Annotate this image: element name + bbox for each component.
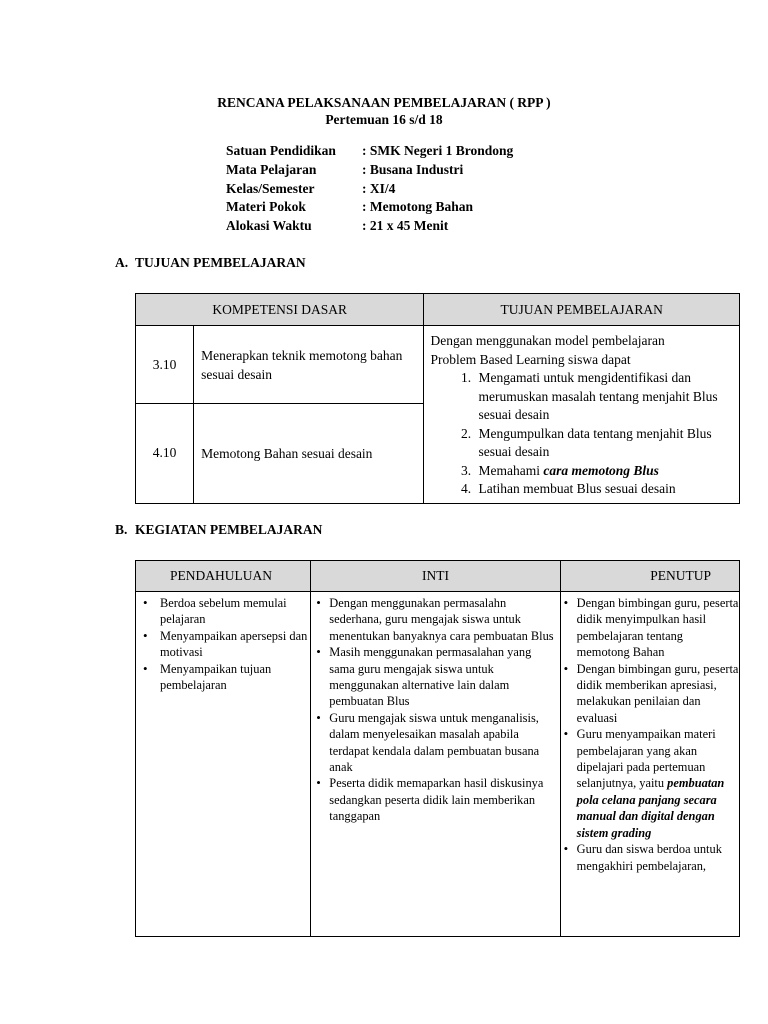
rpp-title: RENCANA PELAKSANAAN PEMBELAJARAN ( RPP ): [217, 95, 551, 110]
meeting-subtitle: Pertemuan 16 s/d 18: [325, 112, 443, 127]
document-title: [0, 94, 768, 128]
pendahuluan-list: [136, 595, 310, 693]
meta-row-alokasi: Alokasi Waktu : 21 x 45 Menit: [226, 218, 449, 234]
list-item: 2. Mengumpulkan data tentang menjahit Blus sesuai desain: [474, 425, 731, 462]
list-item: • Menyampaikan apersepsi dan motivasi: [160, 628, 310, 661]
list-item: • Dengan menggunakan permasalahn sederhana, guru mengajak siswa untuk menentukan banyaknya cara pembuatan Blus: [329, 595, 559, 644]
penutup-list: [561, 595, 739, 874]
meta-row-materi: Materi Pokok : Memotong Bahan: [226, 199, 473, 215]
activities-table: [135, 560, 740, 937]
kd-text: Menerapkan teknik memotong bahan sesuai desain: [194, 326, 424, 404]
identity-block: [226, 142, 513, 236]
header-inti: INTI: [311, 561, 560, 592]
activities-table-header: [136, 561, 740, 592]
header-pendahuluan: PENDAHULUAN: [136, 561, 311, 592]
list-item: 1. Mengamati untuk mengidentifikasi dan merumuskan masalah tentang menjahit Blus sesuai desain: [474, 369, 731, 425]
inti-list: [311, 595, 559, 825]
list-item: • Menyampaikan tujuan pembelajaran: [160, 661, 310, 694]
section-a-heading: A. TUJUAN PEMBELAJARAN: [115, 255, 306, 270]
list-item: • Guru dan siswa berdoa untuk mengakhiri pembelajaran,: [577, 841, 739, 874]
tp-intro: Problem Based Learning siswa dapat: [430, 351, 631, 367]
list-item: • Peserta didik memaparkan hasil diskusinya sedangkan peserta didik lain memberikan tanggapan: [329, 775, 559, 824]
penutup-cell: [560, 592, 739, 937]
kd-text: Memotong Bahan sesuai desain: [194, 404, 424, 503]
kd-header: KOMPETENSI DASAR: [136, 294, 424, 326]
inti-cell: [311, 592, 560, 937]
emphasis-text: cara memotong Blus: [543, 462, 659, 478]
list-item: • Dengan bimbingan guru, peserta didik memberikan apresiasi, melakukan penilaian dan evaluasi: [577, 661, 739, 727]
meta-row-mapel: Mata Pelajaran : Busana Industri: [226, 161, 464, 177]
list-item: • Berdoa sebelum memulai pelajaran: [160, 595, 310, 628]
meta-row-satuan: Satuan Pendidikan : SMK Negeri 1 Brondong: [226, 143, 514, 158]
list-item: • Masih menggunakan permasalahan yang sama guru mengajak siswa untuk menggunakan alternative lain dalam pembuatan Blus: [329, 644, 559, 710]
header-penutup: PENUTUP: [560, 561, 739, 592]
objectives-table-header: [136, 294, 740, 326]
emphasis-text: pembuatan pola celana panjang secara manual dan digital dengan sistem grading: [576, 776, 725, 840]
list-item: • Guru menyampaikan materi pembelajaran yang akan dipelajari pada pertemuan selanjutnya, yaitu pembuatan pola celana panjang secara manual dan digital dengan sistem grading: [577, 726, 739, 841]
list-item: 4. Latihan membuat Blus sesuai desain: [474, 480, 731, 499]
section-b-heading: B. KEGIATAN PEMBELAJARAN: [115, 522, 323, 537]
kd-number: 4.10: [136, 404, 194, 503]
list-item: • Guru mengajak siswa untuk menganalisis, dalam menyelesaikan masalah apabila terdapat kendala dalam pembuatan busana anak: [329, 710, 559, 776]
pendahuluan-cell: [136, 592, 311, 937]
table-row: [136, 326, 740, 404]
tp-intro: Dengan menggunakan model pembelajaran: [430, 333, 665, 348]
meta-row-kelas: Kelas/Semester : XI/4: [226, 180, 396, 196]
list-item: 3. Memahami cara memotong Blus: [474, 462, 731, 481]
list-item: • Dengan bimbingan guru, peserta didik menyimpulkan hasil pembelajaran tentang memotong Bahan: [577, 595, 739, 661]
tp-cell: [424, 326, 740, 504]
tp-list: [430, 369, 731, 499]
table-row: [136, 592, 740, 937]
kd-number: 3.10: [136, 326, 194, 404]
tp-header: TUJUAN PEMBELAJARAN: [424, 294, 740, 326]
objectives-table: [135, 293, 740, 504]
